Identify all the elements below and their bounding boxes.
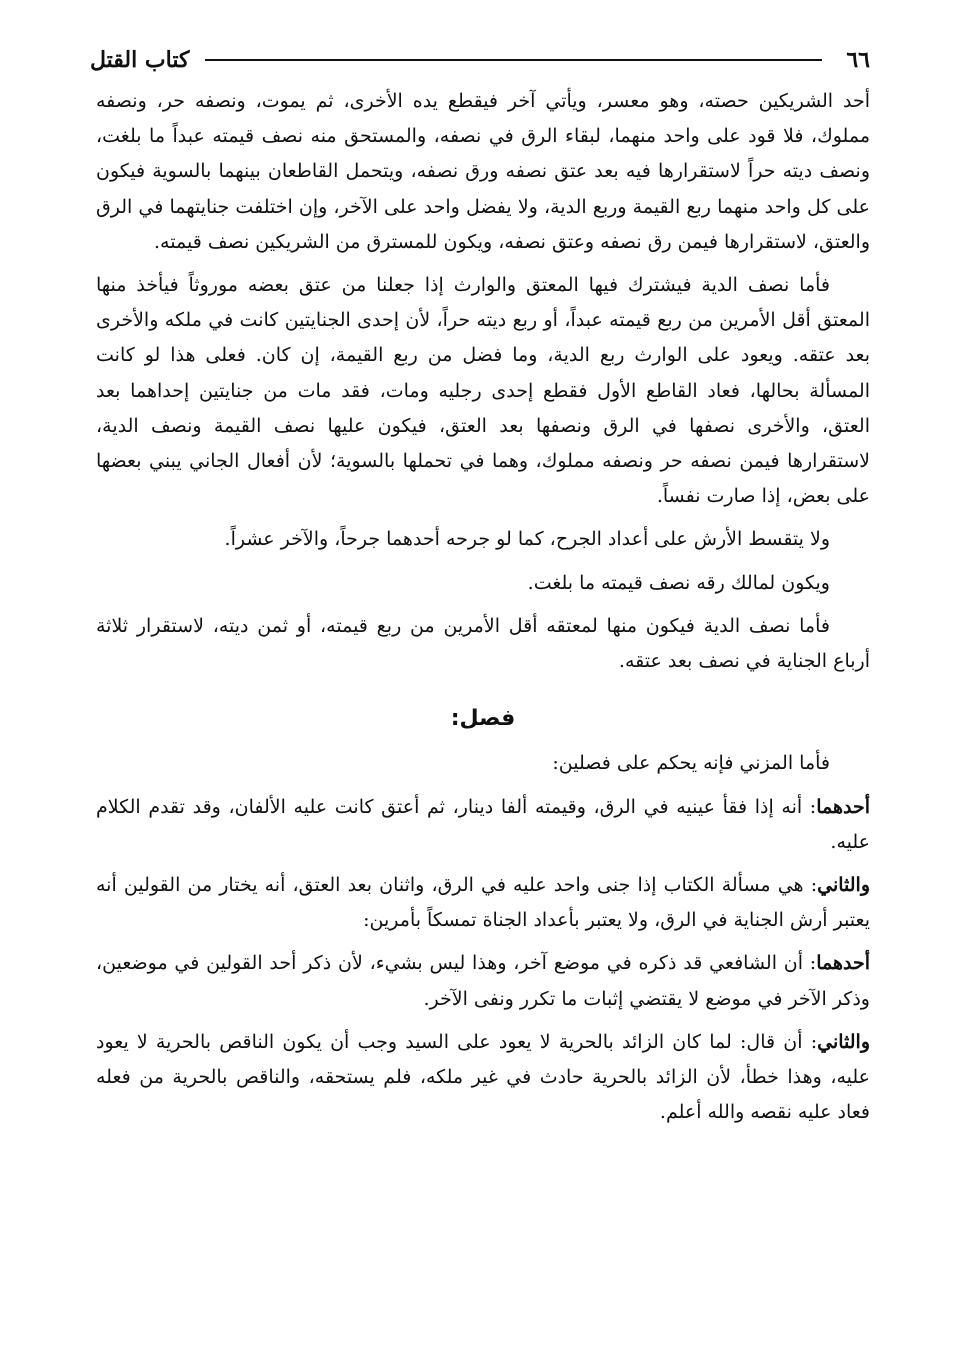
section-heading: فصل:: [450, 706, 516, 732]
paragraph-text: فأما نصف الدية فيكون منها لمعتقه أقل الأمرين من ربع قيمته، أو ثمن ديته، لاستقرار ثلاثة أرباع الجناية في نصف بعد عتقه.: [96, 614, 870, 673]
paragraph-text: : أن الشافعي قد ذكره في موضع آخر، وهذا ليس بشيء، لأن ذكر أحد القولين في موضعين، وذكر الآخر في موضع لا يقتضي إثبات ما تكرر ونفى الآخر.: [96, 952, 870, 1010]
paragraph: [96, 746, 870, 781]
paragraph: [96, 868, 870, 938]
paragraph-text: ويكون لمالك رقه نصف قيمته ما بلغت.: [527, 571, 830, 594]
paragraph: [96, 522, 870, 557]
paragraph-lead: أحدهما: [816, 952, 870, 975]
paragraph-lead: أحدهما: [816, 795, 870, 818]
paragraph-lead: والثاني: [817, 1030, 870, 1053]
running-title: كتاب القتل: [90, 47, 190, 73]
header-rule: [205, 59, 822, 61]
paragraph-text: فأما نصف الدية فيشترك فيها المعتق والوارث إذا جعلنا من عتق بعضه موروثاً فيأخذ منها المعتق أقل الأمرين من ربع قيمته عبداً، أو ربع ديته حراً، لأن إحدى الجنايتين كانت في ملكه والأخرى بعد عتقه. ويعود على الوارث ربع الدية، وما فضل من ربع القيمة، إن كان. فعلى هذا لو كانت المسألة بحالها، فعاد القاطع الأول فقطع إحدى رجليه ومات، فقد مات من جنايتين إحداهما بعد العتق، والأخرى نصفها في الرق ونصفها بعد العتق، فيكون عليها نصف القيمة ونصف الدية، لاستقرارها فيمن نصفه حر ونصفه مملوك، وهما في تحملها بالسوية؛ لأن أفعال الجاني يبني بعضها على بعض، إذا صارت نفساً.: [96, 274, 870, 508]
page-number: ٦٦: [846, 47, 870, 73]
paragraph: [96, 1025, 870, 1131]
page-header: [90, 42, 870, 78]
paragraph-text: ولا يتقسط الأرش على أعداد الجرح، كما لو جرحه أحدهما جرحاً، والآخر عشراً.: [224, 528, 830, 551]
paragraph: [96, 84, 870, 260]
paragraph-text: : أن قال: لما كان الزائد بالحرية لا يعود على السيد وجب أن يكون الناقص بالحرية لا يعود عليه، وهذا خطأ، لأن الزائد بالحرية حادث في غير ملكه، فلم يستحقه، والناقص بالحرية من فعله فعاد عليه نقصه والله أعلم.: [96, 1030, 870, 1124]
paragraph: [96, 566, 870, 601]
paragraph: [96, 790, 870, 860]
paragraph: [96, 268, 870, 514]
paragraph: [96, 609, 870, 679]
body-text: [96, 84, 870, 1138]
paragraph-text: أحد الشريكين حصته، وهو معسر، ويأتي آخر فيقطع يده الأخرى، ثم يموت، ونصفه حر، ونصفه مملوك، فلا قود على واحد منهما، لبقاء الرق في نصفه، والمستحق منه نصف قيمته عبداً ما بلغت، ونصف ديته حراً لاستقرارها فيه بعد عتق نصفه ورق نصفه، ويتحمل القاطعان بينهما بالسوية فيكون على كل واحد منهما ربع القيمة وربع الدية، ولا يفضل واحد على الآخر، وإن اختلفت جنايتهما في الرق والعتق، لاستقرارها فيمن رق نصفه وعتق نصفه، ويكون للمسترق من الشريكين نصف قيمته.: [96, 90, 870, 253]
paragraph-text: فأما المزني فإنه يحكم على فصلين:: [552, 752, 830, 775]
paragraph-text: : هي مسألة الكتاب إذا جنى واحد عليه في الرق، واثنان بعد العتق، أنه يختار من القولين أنه يعتبر أرش الجناية في الرق، ولا يعتبر بأعداد الجناة تمسكاً بأمرين:: [96, 874, 870, 932]
paragraph-text: : أنه إذا فقأ عينيه في الرق، وقيمته ألفا دينار، ثم أعتق كانت عليه الألفان، وقد تقدم الكلام عليه.: [96, 795, 870, 853]
paragraph-lead: والثاني: [817, 874, 870, 897]
paragraph: [96, 946, 870, 1016]
